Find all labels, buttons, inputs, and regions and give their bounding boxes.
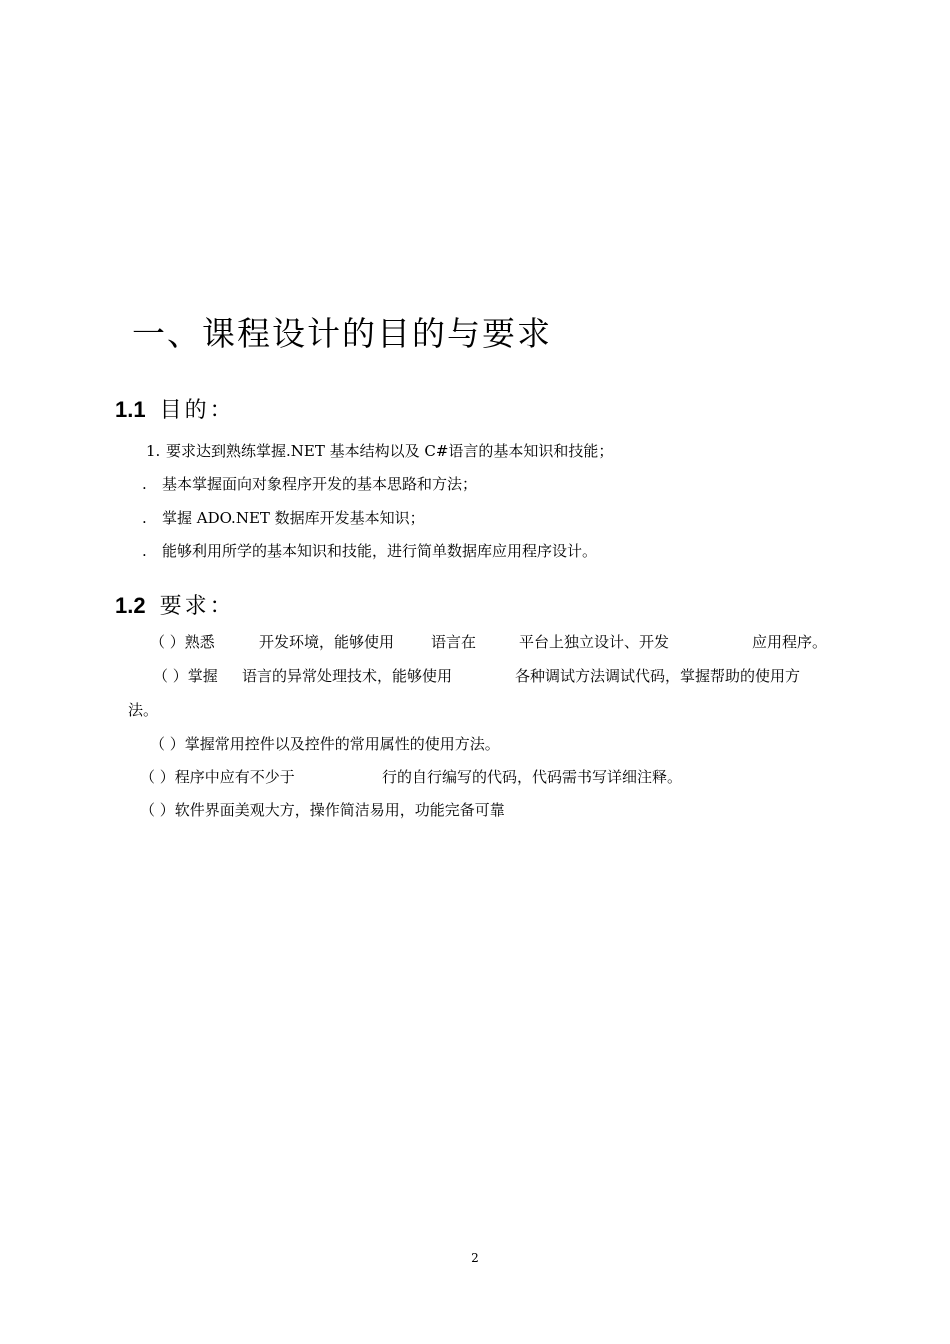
requirement-item xyxy=(0,767,950,787)
requirement-text: 语言在 xyxy=(431,633,477,651)
requirement-text: （ ）掌握 xyxy=(153,667,218,685)
requirement-item: （ ）软件界面美观大方，操作简洁易用，功能完备可靠 xyxy=(140,801,505,819)
list-marker: . xyxy=(142,475,147,493)
purpose-item xyxy=(142,508,425,528)
section-number: 1.1 xyxy=(115,397,146,422)
list-item-text: 能够利用所学的基本知识和技能，进行简单数据库应用程序设计。 xyxy=(162,542,598,560)
purpose-item xyxy=(142,541,597,561)
list-item-text: 基本掌握面向对象程序开发的基本思路和方法； xyxy=(162,475,478,493)
chapter-title: 一、课程设计的目的与要求 xyxy=(132,314,552,353)
list-marker: . xyxy=(142,542,147,560)
requirement-text: 行的自行编写的代码，代码需书写详细注释。 xyxy=(382,768,683,786)
page-number: 2 xyxy=(471,1251,479,1265)
list-marker: 1. xyxy=(146,442,161,460)
requirement-text: 应用程序。 xyxy=(752,633,828,651)
requirement-text: 开发环境，能够使用 xyxy=(259,633,395,651)
requirement-item xyxy=(0,666,950,686)
requirement-text: 语言的异常处理技术，能够使用 xyxy=(242,667,453,685)
requirement-text: （ ）程序中应有不少于 xyxy=(140,768,295,786)
section-title: 目的： xyxy=(159,398,235,423)
purpose-item xyxy=(146,441,613,461)
section-number: 1.2 xyxy=(115,593,146,618)
requirement-item xyxy=(0,632,950,652)
section-title: 要求： xyxy=(159,594,235,619)
section-heading-requirements xyxy=(115,589,235,620)
requirement-text: （ ）熟悉 xyxy=(150,633,215,651)
requirement-continuation: 法。 xyxy=(128,701,159,719)
requirement-text: 平台上独立设计、开发 xyxy=(519,633,670,651)
list-item-text: 掌握 ADO.NET 数据库开发基本知识； xyxy=(162,509,425,527)
list-marker: . xyxy=(142,509,147,527)
section-heading-purpose xyxy=(115,393,235,424)
purpose-item xyxy=(142,474,477,494)
requirement-item: （ ）掌握常用控件以及控件的常用属性的使用方法。 xyxy=(150,735,500,753)
list-item-text: 要求达到熟练掌握.NET 基本结构以及 C#语言的基本知识和技能； xyxy=(166,442,614,460)
requirement-text: 各种调试方法调试代码，掌握帮助的使用方 xyxy=(515,667,801,685)
